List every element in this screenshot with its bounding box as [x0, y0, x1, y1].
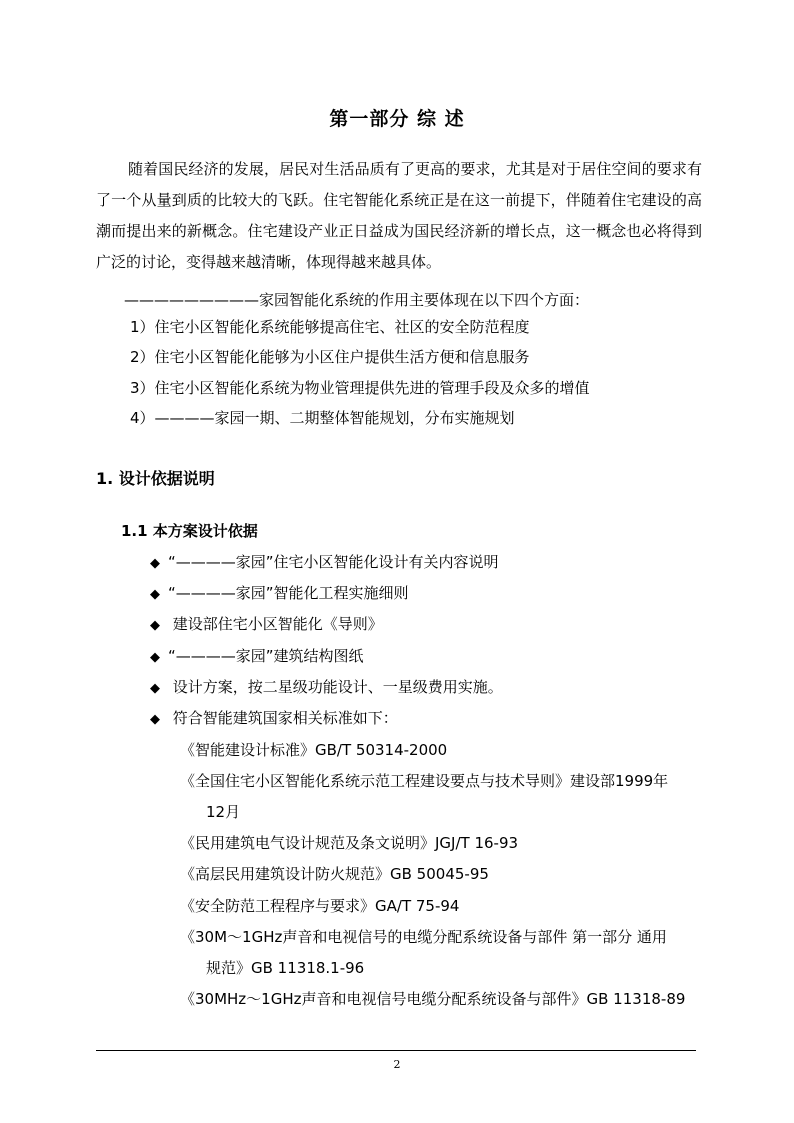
bullet-text: 设计方案，按二星级功能设计、一星级费用实施。 — [168, 678, 503, 696]
standard-item: 《安全防范工程程序与要求》GA/T 75-94 — [180, 897, 460, 915]
page-number: 2 — [393, 1058, 401, 1071]
basis-bullet — [150, 583, 409, 605]
basis-bullet — [150, 646, 364, 668]
basis-bullet — [150, 677, 503, 699]
standard-item-continued: 规范》GB 11318.1-96 — [206, 959, 365, 977]
basis-bullet — [150, 552, 499, 574]
bullet-text: “————家园”建筑结构图纸 — [168, 647, 364, 665]
standard-item: 《民用建筑电气设计规范及条文说明》JGJ/T 16-93 — [180, 834, 519, 852]
bullet-text: “————家园”智能化工程实施细则 — [168, 584, 409, 602]
aspect-item: 3）住宅小区智能化系统为物业管理提供先进的管理手段及众多的增值 — [130, 379, 590, 397]
basis-bullet — [150, 614, 383, 636]
diamond-bullet-icon: ◆ — [150, 587, 160, 602]
standard-item-continued: 12月 — [206, 803, 241, 821]
standard-item: 《全国住宅小区智能化系统示范工程建设要点与技术导则》建设部1999年 — [180, 772, 669, 790]
standard-item: 《30M～1GHz声音和电视信号的电缆分配系统设备与部件 第一部分 通用 — [180, 928, 667, 946]
diamond-bullet-icon: ◆ — [150, 712, 160, 727]
standard-item: 《30MHz～1GHz声音和电视信号电缆分配系统设备与部件》GB 11318-89 — [180, 990, 686, 1008]
diamond-bullet-icon: ◆ — [150, 556, 160, 571]
section-heading: 1. 设计依据说明 — [96, 469, 215, 488]
footer-divider — [96, 1050, 696, 1051]
standard-item: 《智能建设计标准》GB/T 50314-2000 — [180, 741, 448, 759]
standard-item: 《高层民用建筑设计防火规范》GB 50045-95 — [180, 865, 489, 883]
subsection-heading: 1.1 本方案设计依据 — [121, 522, 258, 540]
diamond-bullet-icon: ◆ — [150, 681, 160, 696]
bullet-text: “————家园”住宅小区智能化设计有关内容说明 — [168, 553, 499, 571]
bullet-text: 符合智能建筑国家相关标准如下： — [168, 709, 398, 727]
intro-paragraph: 随着国民经济的发展，居民对生活品质有了更高的要求，尤其是对于居住空间的要求有了一个从量到质的比较大的飞跃。住宅智能化系统正是在这一前提下，伴随着住宅建设的高潮而提出来的新概念。住宅建设产业正日益成为国民经济新的增长点，这一概念也必将得到广泛的讨论，变得越来越清晰，体现得越来越具体。 — [96, 160, 702, 271]
bullet-text: 建设部住宅小区智能化《导则》 — [168, 615, 383, 633]
diamond-bullet-icon: ◆ — [150, 650, 160, 665]
aspects-intro: —————————家园智能化系统的作用主要体现在以下四个方面： — [124, 291, 590, 309]
diamond-bullet-icon: ◆ — [150, 618, 160, 633]
aspect-item: 2）住宅小区智能化能够为小区住户提供生活方便和信息服务 — [130, 348, 530, 366]
page-title: 第一部分 综 述 — [329, 108, 465, 130]
aspect-item: 4）————家园一期、二期整体智能规划，分布实施规划 — [130, 409, 515, 427]
aspect-item: 1）住宅小区智能化系统能够提高住宅、社区的安全防范程度 — [130, 318, 530, 336]
basis-bullet — [150, 708, 398, 730]
